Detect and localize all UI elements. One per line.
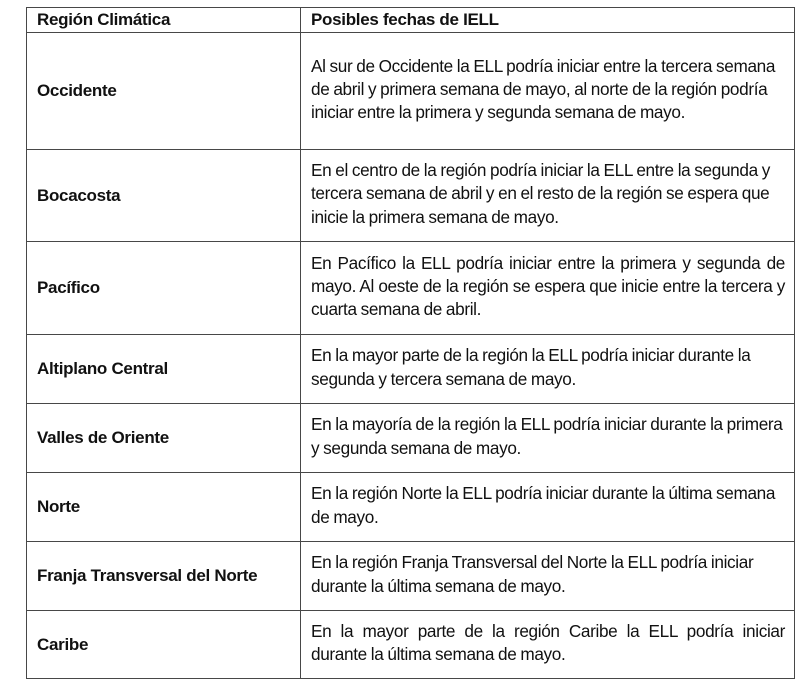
dates-cell: En la mayoría de la región la ELL podría iniciar durante la primera y segunda semana de mayo. [301,404,795,473]
dates-cell: En la región Norte la ELL podría iniciar durante la última semana de mayo. [301,473,795,542]
table-row [27,150,795,242]
table-row [27,242,795,335]
dates-cell: En la mayor parte de la región Caribe la ELL podría iniciar durante la última semana de mayo. [301,611,795,679]
table-row [27,611,795,679]
table-row [27,335,795,404]
dates-cell: Al sur de Occidente la ELL podría iniciar entre la tercera semana de abril y primera semana de mayo, al norte de la región podría iniciar entre la primera y segunda semana de mayo. [301,33,795,150]
dates-cell: En Pacífico la ELL podría iniciar entre la primera y segunda de mayo. Al oeste de la región se espera que inicie entre la tercera y cuarta semana de abril. [301,242,795,335]
region-cell: Franja Transversal del Norte [27,542,301,611]
region-cell: Norte [27,473,301,542]
dates-cell: En la mayor parte de la región la ELL podría iniciar durante la segunda y tercera semana de mayo. [301,335,795,404]
region-cell: Caribe [27,611,301,679]
dates-cell: En la región Franja Transversal del Norte la ELL podría iniciar durante la última semana de mayo. [301,542,795,611]
region-cell: Occidente [27,33,301,150]
table-row [27,404,795,473]
header-region: Región Climática [27,8,301,33]
region-cell: Bocacosta [27,150,301,242]
region-cell: Valles de Oriente [27,404,301,473]
table-row [27,33,795,150]
dates-cell: En el centro de la región podría iniciar la ELL entre la segunda y tercera semana de abril y en el resto de la región se espera que inicie la primera semana de mayo. [301,150,795,242]
table-row [27,542,795,611]
table-row [27,473,795,542]
table-header-row [27,8,795,33]
iell-dates-table [26,7,795,679]
region-cell: Pacífico [27,242,301,335]
iell-dates-table-container [26,7,794,679]
region-cell: Altiplano Central [27,335,301,404]
header-dates: Posibles fechas de IELL [301,8,795,33]
